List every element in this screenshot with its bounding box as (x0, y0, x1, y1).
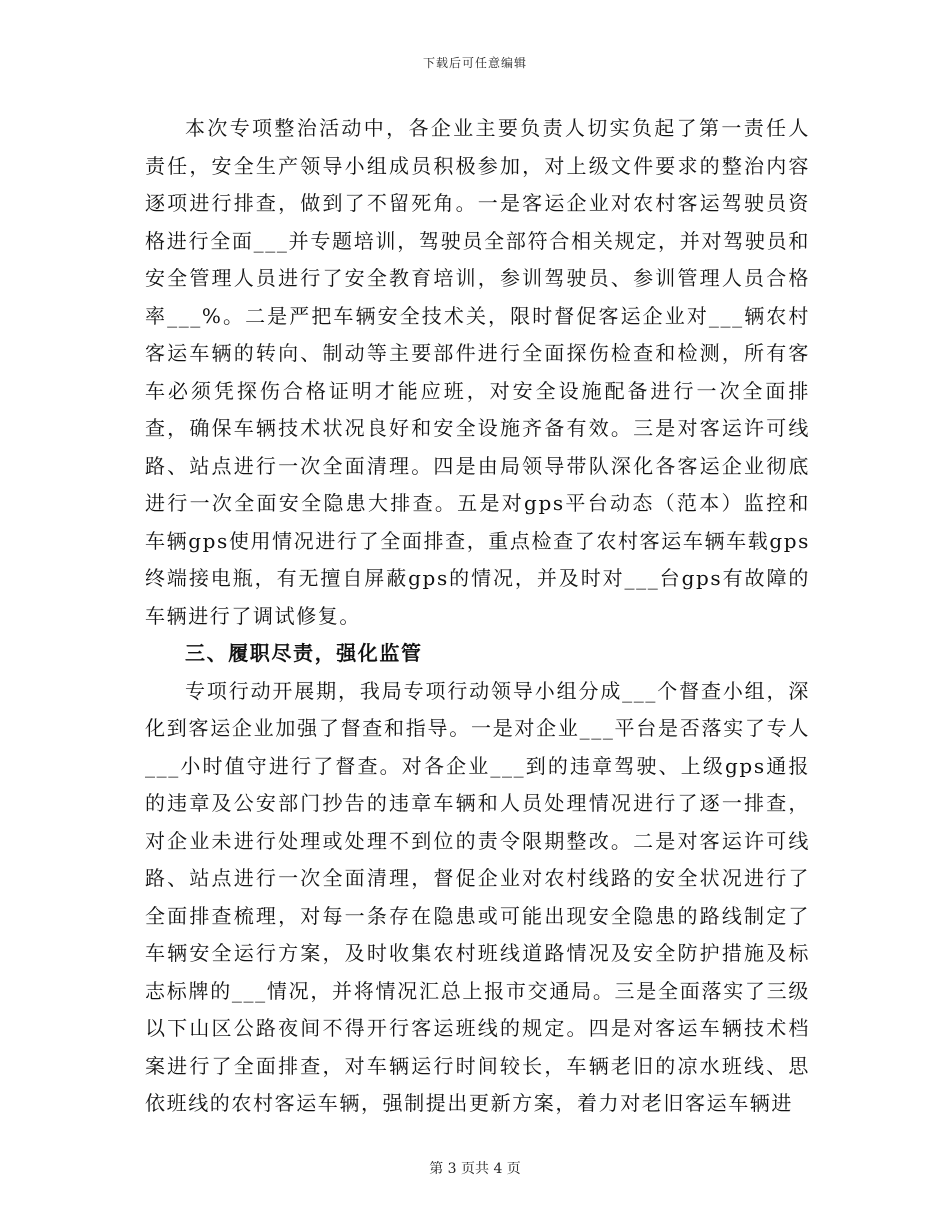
body-paragraph-2: 专项行动开展期，我局专项行动领导小组分成___个督查小组，深化到客运企业加强了督查和指导。一是对企业___平台是否落实了专人___小时值守进行了督查。对各企业___到的违章驾驶、上级gps通报的违章及公安部门抄告的违章车辆和人员处理情况进行了逐一排查，对企业未进行处理或处理不到位的责令限期整改。二是对客运许可线路、站点进行一次全面清理，督促企业对农村线路的安全状况进行了全面排查梳理，对每一条存在隐患或可能出现安全隐患的路线制定了车辆安全运行方案，及时收集农村班线道路情况及安全防护措施及标志标牌的___情况，并将情况汇总上报市交通局。三是全面落实了三级以下山区公路夜间不得开行客运班线的规定。四是对客运车辆技术档案进行了全面排查，对车辆运行时间较长，车辆老旧的凉水班线、思依班线的农村客运车辆，强制提出更新方案，着力对老旧客运车辆进 (145, 678, 810, 1115)
body-paragraph-1: 本次专项整治活动中，各企业主要负责人切实负起了第一责任人责任，安全生产领导小组成员积极参加，对上级文件要求的整治内容逐项进行排查，做到了不留死角。一是客运企业对农村客运驾驶员资格进行全面___并专题培训，驾驶员全部符合相关规定，并对驾驶员和安全管理人员进行了安全教育培训，参训驾驶员、参训管理人员合格率___%。二是严把车辆安全技术关，限时督促客运企业对___辆农村客运车辆的转向、制动等主要部件进行全面探伤检查和检测，所有客车必须凭探伤合格证明才能应班，对安全设施配备进行一次全面排查，确保车辆技术状况良好和安全设施齐备有效。三是对客运许可线路、站点进行一次全面清理。四是由局领导带队深化各客运企业彻底进行一次全面安全隐患大排查。五是对gps平台动态（范本）监控和车辆gps使用情况进行了全面排查，重点检查了农村客运车辆车载gps终端接电瓶，有无擅自屏蔽gps的情况，并及时对___台gps有故障的车辆进行了调试修复。 (145, 116, 810, 628)
page-header: 下载后可任意编辑 (422, 56, 527, 70)
document-body (145, 110, 810, 1123)
section-heading: 三、履职尽责，强化监管 (185, 641, 423, 665)
page-number: 第 3 页共 4 页 (429, 1161, 521, 1177)
